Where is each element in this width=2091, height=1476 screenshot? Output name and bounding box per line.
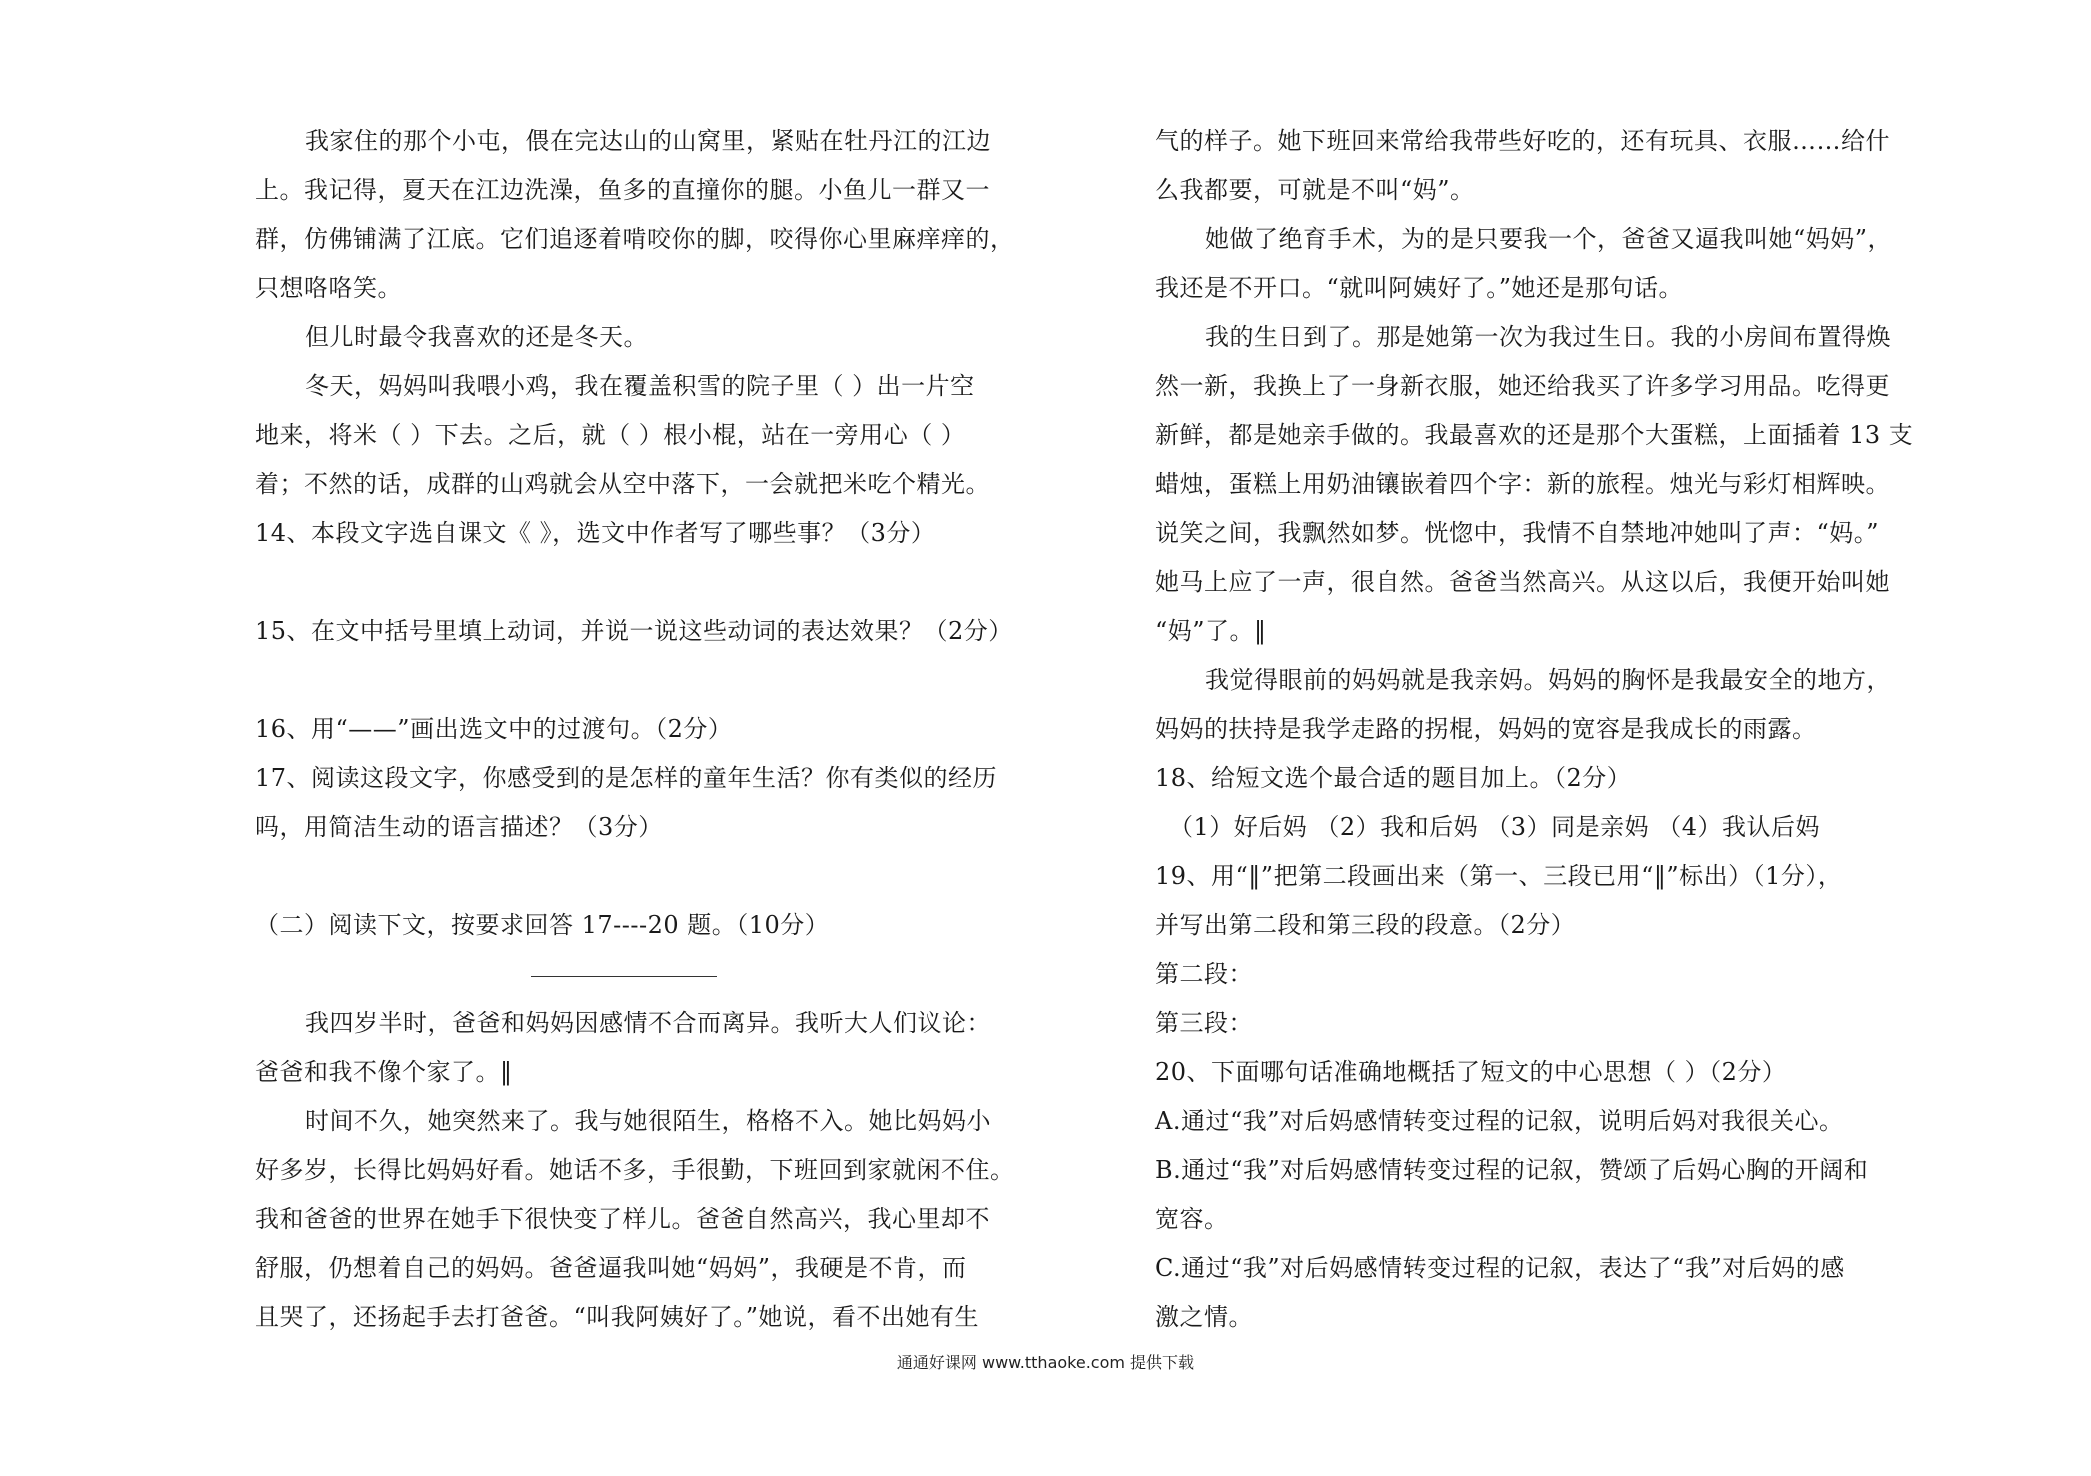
passage-line: 然一新，我换上了一身新衣服，她还给我买了许多学习用品。吃得更: [1155, 372, 1890, 400]
passage-line: “妈”了。‖: [1155, 617, 1267, 645]
passage-line: 上。我记得，夏天在江边洗澡，鱼多的直撞你的腿。小鱼儿一群又一: [255, 176, 990, 204]
passage-line: 我家住的那个小屯，偎在完达山的山窝里，紧贴在牡丹江的江边: [305, 127, 991, 155]
option-b: B.通过“我”对后妈感情转变过程的记叙，赞颂了后妈心胸的开阔和: [1155, 1156, 1869, 1184]
passage-line: 她马上应了一声，很自然。爸爸当然高兴。从这以后，我便开始叫她: [1155, 568, 1890, 596]
option-a: A.通过“我”对后妈感情转变过程的记叙，说明后妈对我很关心。: [1155, 1107, 1844, 1135]
passage-line: 蜡烛，蛋糕上用奶油镶嵌着四个字：新的旅程。烛光与彩灯相辉映。: [1155, 470, 1890, 498]
passage-line: 着；不然的话，成群的山鸡就会从空中落下，一会就把米吃个精光。: [255, 470, 990, 498]
passage-line: 冬天，妈妈叫我喂小鸡，我在覆盖积雪的院子里（ ）出一片空: [305, 372, 975, 400]
right-column: [1155, 117, 1914, 1342]
passage-line: 我还是不开口。“就叫阿姨好了。”她还是那句话。: [1155, 274, 1684, 302]
passage-line: 好多岁，长得比妈妈好看。她话不多，手很勤，下班回到家就闲不住。: [255, 1156, 1015, 1184]
passage-line: 只想咯咯笑。: [255, 274, 402, 302]
passage-line: 爸爸和我不像个家了。‖: [255, 1058, 513, 1086]
passage-line: 说笑之间，我飘然如梦。恍惚中，我情不自禁地冲她叫了声：“妈。”: [1155, 519, 1880, 547]
left-column: [255, 117, 1015, 1342]
question-18: 18、给短文选个最合适的题目加上。（2分）: [1155, 764, 1632, 792]
question-17: 吗，用简洁生动的语言描述？（3分）: [255, 813, 663, 841]
segment-3-label: 第三段：: [1155, 1009, 1253, 1037]
question-14: 14、本段文字选自课文《 》，选文中作者写了哪些事？（3分）: [255, 519, 936, 547]
passage-line: 地来，将米（ ）下去。之后，就（ ）根小棍，站在一旁用心（ ）: [255, 421, 966, 449]
passage-line: 时间不久，她突然来了。我与她很陌生，格格不入。她比妈妈小: [305, 1107, 991, 1135]
answer-space: [255, 852, 1003, 901]
passage-line: 且哭了，还扬起手去打爸爸。“叫我阿姨好了。”她说，看不出她有生: [255, 1303, 980, 1331]
passage-line: 群，仿佛铺满了江底。它们追逐着啃咬你的脚，咬得你心里麻痒痒的，: [255, 225, 1015, 253]
segment-2-label: 第二段：: [1155, 960, 1253, 988]
passage-line: 我的生日到了。那是她第一次为我过生日。我的小房间布置得焕: [1205, 323, 1891, 351]
question-19: 并写出第二段和第三段的段意。（2分）: [1155, 911, 1576, 939]
title-blank-line: [531, 950, 717, 999]
passage-line: 但儿时最令我喜欢的还是冬天。: [305, 323, 648, 351]
option-b: 宽容。: [1155, 1205, 1229, 1233]
passage-line: 气的样子。她下班回来常给我带些好吃的，还有玩具、衣服……给什: [1155, 127, 1890, 155]
question-17: 17、阅读这段文字，你感受到的是怎样的童年生活？你有类似的经历: [255, 764, 998, 792]
passage-line: 她做了绝育手术，为的是只要我一个，爸爸又逼我叫她“妈妈”，: [1205, 225, 1893, 253]
passage-line: 舒服，仍想着自己的妈妈。爸爸逼我叫她“妈妈”，我硬是不肯，而: [255, 1254, 967, 1282]
question-20: 20、下面哪句话准确地概括了短文的中心思想（ ）（2分）: [1155, 1058, 1787, 1086]
passage-line: 新鲜，都是她亲手做的。我最喜欢的还是那个大蛋糕，上面插着 13 支: [1155, 421, 1914, 449]
question-18-options: （1）好后妈 （2）我和后妈 （3）同是亲妈 （4）我认后妈: [1169, 813, 1820, 841]
passage-line: 我觉得眼前的妈妈就是我亲妈。妈妈的胸怀是我最安全的地方，: [1205, 666, 1891, 694]
page-footer: 通通好课网 www.tthaoke.com 提供下载: [896, 1353, 1195, 1372]
question-16: 16、用“——”画出选文中的过渡句。（2分）: [255, 715, 733, 743]
question-15: 15、在文中括号里填上动词，并说一说这些动词的表达效果？（2分）: [255, 617, 1013, 645]
answer-space: [255, 656, 1003, 705]
passage-line: 我和爸爸的世界在她手下很快变了样儿。爸爸自然高兴，我心里却不: [255, 1205, 990, 1233]
passage-line: 么我都要，可就是不叫“妈”。: [1155, 176, 1475, 204]
option-c: 激之情。: [1155, 1303, 1253, 1331]
passage-line: 我四岁半时，爸爸和妈妈因感情不合而离异。我听大人们议论：: [305, 1009, 991, 1037]
option-c: C.通过“我”对后妈感情转变过程的记叙，表达了“我”对后妈的感: [1155, 1254, 1845, 1282]
answer-space: [255, 558, 1003, 607]
section-heading: （二）阅读下文，按要求回答 17----20 题。（10分）: [255, 911, 830, 939]
question-19: 19、用“‖”把第二段画出来（第一、三段已用“‖”标出）（1分），: [1155, 862, 1843, 890]
passage-line: 妈妈的扶持是我学走路的拐棍，妈妈的宽容是我成长的雨露。: [1155, 715, 1817, 743]
